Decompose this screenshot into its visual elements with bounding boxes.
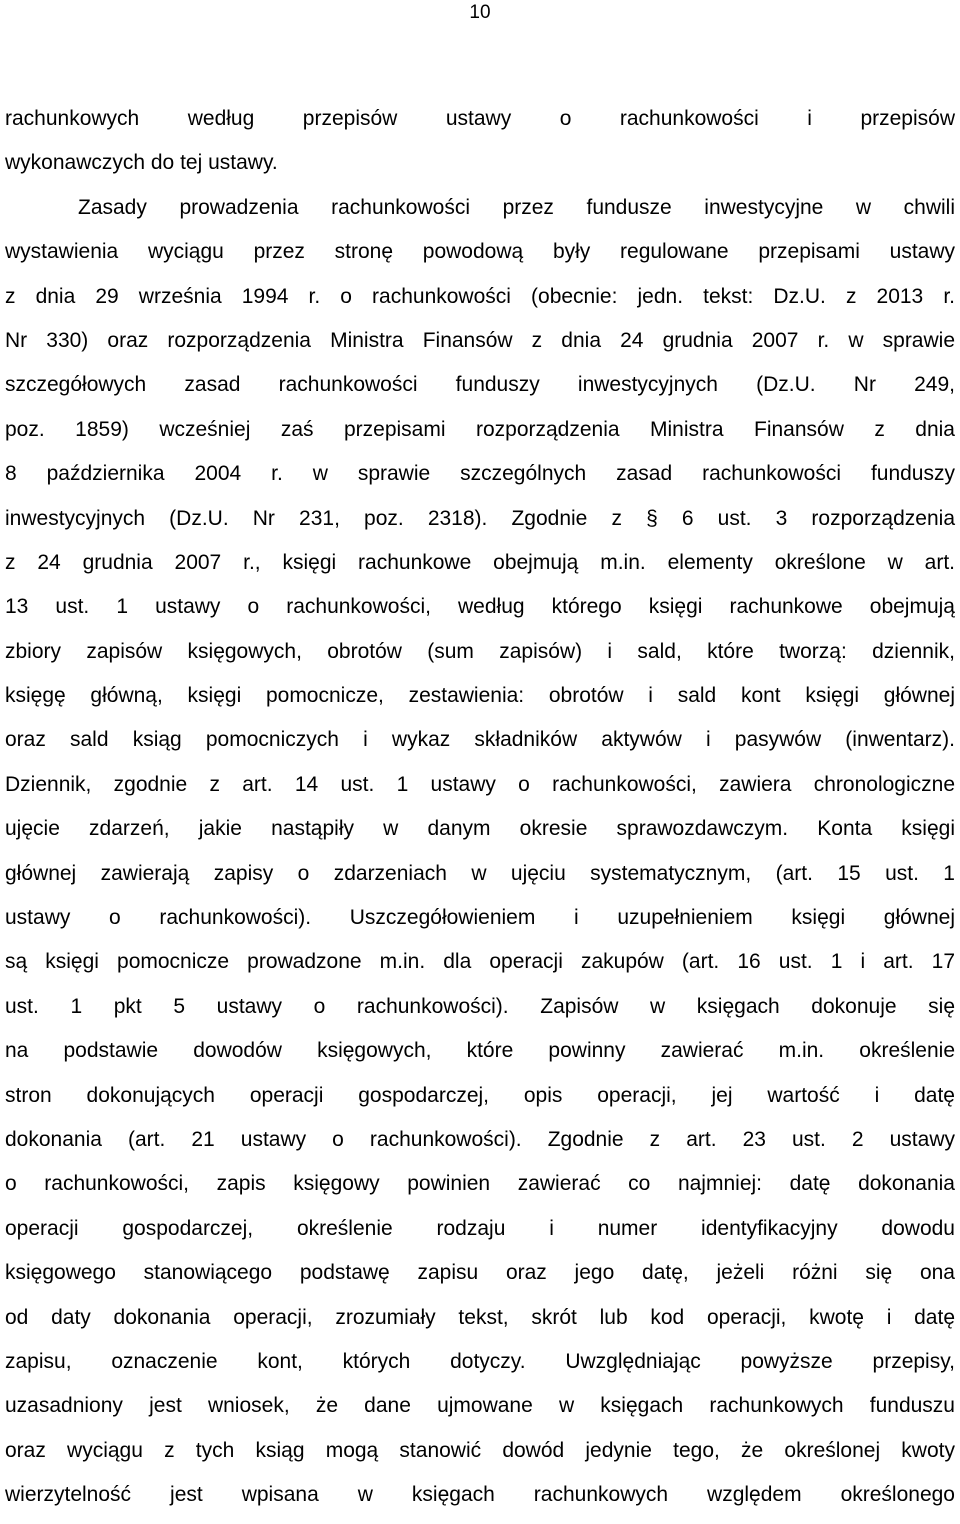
text-line: szczegółowych zasad rachunkowości funduszy inwestycyjnych (Dz.U. Nr 249,	[5, 373, 955, 397]
text-line: operacji gospodarczej, określenie rodzaju i numer identyfikacyjny dowodu	[5, 1216, 955, 1240]
text-line: ustawy o rachunkowości). Uszczegółowieniem i uzupełnieniem księgi głównej	[5, 906, 955, 930]
text-line: Zasady prowadzenia rachunkowości przez fundusze inwestycyjne w chwili	[78, 195, 955, 219]
text-line: Dziennik, zgodnie z art. 14 ust. 1 ustawy o rachunkowości, zawiera chronologiczne	[5, 772, 955, 796]
text-line: księgę główną, księgi pomocnicze, zestawienia: obrotów i sald kont księgi głównej	[5, 684, 955, 708]
text-line: 13 ust. 1 ustawy o rachunkowości, według którego księgi rachunkowe obejmują	[5, 595, 955, 619]
text-line: oraz sald ksiąg pomocniczych i wykaz składników aktywów i pasywów (inwentarz).	[5, 728, 955, 752]
text-line: uzasadniony jest wniosek, że dane ujmowane w księgach rachunkowych funduszu	[5, 1394, 955, 1418]
text-line: wierzytelność jest wpisana w księgach rachunkowych względem określonego	[5, 1483, 955, 1507]
text-line: wystawienia wyciągu przez stronę powodową były regulowane przepisami ustawy	[5, 240, 955, 264]
text-line: poz. 1859) wcześniej zaś przepisami rozporządzenia Ministra Finansów z dnia	[5, 417, 955, 441]
text-line: od daty dokonania operacji, zrozumiały tekst, skrót lub kod operacji, kwotę i datę	[5, 1305, 955, 1329]
text-line: są księgi pomocnicze prowadzone m.in. dla operacji zakupów (art. 16 ust. 1 i art. 17	[5, 950, 955, 974]
text-line: na podstawie dowodów księgowych, które powinny zawierać m.in. określenie	[5, 1039, 955, 1063]
text-line: dokonania (art. 21 ustawy o rachunkowości). Zgodnie z art. 23 ust. 2 ustawy	[5, 1127, 955, 1151]
text-line: głównej zawierają zapisy o zdarzeniach w ujęciu systematycznym, (art. 15 ust. 1	[5, 861, 955, 885]
page-number: 10	[469, 2, 491, 23]
text-line: zapisu, oznaczenie kont, których dotyczy. Uwzględniając powyższe przepisy,	[5, 1349, 955, 1373]
text-line: Nr 330) oraz rozporządzenia Ministra Finansów z dnia 24 grudnia 2007 r. w sprawie	[5, 328, 955, 352]
text-line: z 24 grudnia 2007 r., księgi rachunkowe obejmują m.in. elementy określone w art.	[5, 550, 955, 574]
text-line: oraz wyciągu z tych ksiąg mogą stanowić dowód jedynie tego, że określonej kwoty	[5, 1438, 955, 1462]
text-line: zbiory zapisów księgowych, obrotów (sum zapisów) i sald, które tworzą: dziennik,	[5, 639, 955, 663]
text-line: inwestycyjnych (Dz.U. Nr 231, poz. 2318). Zgodnie z § 6 ust. 3 rozporządzenia	[5, 506, 955, 530]
text-line: ujęcie zdarzeń, jakie nastąpiły w danym okresie sprawozdawczym. Konta księgi	[5, 817, 955, 841]
text-line: wykonawczych do tej ustawy.	[5, 151, 278, 175]
text-line: ust. 1 pkt 5 ustawy o rachunkowości). Zapisów w księgach dokonuje się	[5, 994, 955, 1018]
text-line: księgowego stanowiącego podstawę zapisu oraz jego datę, jeżeli różni się ona	[5, 1261, 955, 1285]
page-body-text	[5, 97, 955, 1518]
text-line: stron dokonujących operacji gospodarczej, opis operacji, jej wartość i datę	[5, 1083, 955, 1107]
text-line: rachunkowych według przepisów ustawy o rachunkowości i przepisów	[5, 107, 955, 130]
text-line: 8 października 2004 r. w sprawie szczególnych zasad rachunkowości funduszy	[5, 462, 955, 486]
text-line: z dnia 29 września 1994 r. o rachunkowości (obecnie: jedn. tekst: Dz.U. z 2013 r.	[5, 284, 955, 308]
text-line: o rachunkowości, zapis księgowy powinien zawierać co najmniej: datę dokonania	[5, 1172, 955, 1196]
